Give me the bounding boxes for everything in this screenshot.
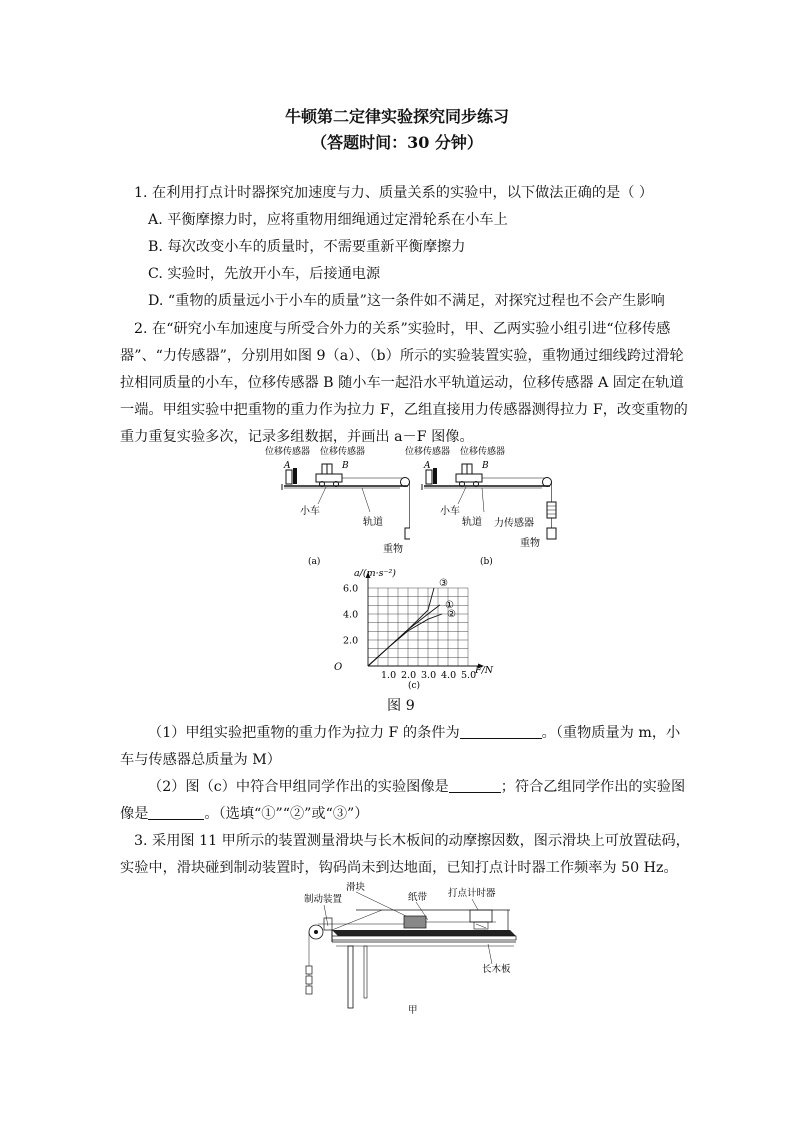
fig-b-force-sensor-label: 力传感器	[494, 518, 534, 529]
q2-sub1-text-after: 。（重物质量为 m，小	[541, 725, 681, 741]
fig-a-sensor-label-1: 位移传感器	[265, 447, 311, 457]
fig-b-caption: (b)	[480, 557, 493, 567]
x-tick-label: 5.0	[461, 670, 477, 681]
fig11-timer-label: 打点计时器	[448, 888, 496, 899]
fig-b-label-B: B	[482, 461, 489, 471]
y-tick-label: 4.0	[343, 609, 359, 621]
q1-option-a: A. 平衡摩擦力时，应将重物用细绳通过定滑轮系在小车上	[148, 212, 508, 228]
q2-sub2-text-before: （2）图（c）中符合甲组同学作出的实验图像是	[148, 779, 449, 795]
fig-b-weight-label: 重物	[520, 538, 540, 549]
q2-sub1-text-before: （1）甲组实验把重物的重力作为拉力 F 的条件为	[148, 725, 460, 741]
fig11-caption: 甲	[408, 1005, 418, 1016]
answer-blank-2[interactable]	[449, 778, 501, 793]
graph-ylabel: a/(m·s⁻²)	[354, 568, 397, 579]
fig-a-sensor-label-2: 位移传感器	[320, 447, 366, 457]
fig-a-label-B: B	[342, 461, 349, 471]
q1-option-d: D. “重物的质量远小于小车的质量”这一条件如不满足，对探究过程也不会产生影响	[148, 293, 665, 309]
figure-9b-apparatus	[400, 442, 570, 567]
q2-line-1: 2. 在“研究小车加速度与所受合外力的关系”实验时，甲、乙两实验小组引进“位移传感	[134, 321, 671, 337]
x-tick-label: 2.0	[401, 670, 417, 681]
y-tick-label: 6.0	[343, 583, 359, 595]
fig-b-sensor-label-1: 位移传感器	[405, 447, 451, 457]
figure-9-caption: 图 9	[387, 698, 415, 714]
fig-b-sensor-label-2: 位移传感器	[460, 447, 506, 457]
graph-caption: (c)	[408, 681, 421, 691]
q2-sub2-text-start: 像是	[120, 806, 149, 822]
page-subtitle: （答题时间：30 分钟）	[311, 133, 483, 152]
graph-xlabel: F/N	[475, 665, 494, 676]
figure-11-apparatus	[296, 880, 536, 1018]
series-label-3: ③	[439, 578, 448, 589]
q1-option-b: B. 每次改变小车的质量时，不需要重新平衡摩擦力	[148, 239, 466, 255]
x-tick-label: 4.0	[441, 670, 457, 681]
fig11-tape-label: 纸带	[408, 892, 428, 903]
q2-sub2-line-2	[120, 805, 369, 823]
fig-b-track-label: 轨道	[462, 517, 482, 528]
q1-stem: 1. 在利用打点计时器探究加速度与力、质量关系的实验中，以下做法正确的是（ ）	[134, 185, 654, 201]
q2-sub2-text-end: 。（选填“①”“②”或“③”）	[204, 806, 369, 822]
q3-line-1: 3. 采用图 11 甲所示的装置测量滑块与长木板间的动摩擦因数，图示滑块上可放置砝码，	[134, 833, 690, 849]
q1-option-c: C. 实验时，先放开小车，后接通电源	[148, 266, 381, 282]
series-label-1: ①	[445, 599, 454, 611]
fig-a-car-label: 小车	[300, 506, 320, 517]
graph-origin: O	[334, 662, 343, 673]
x-tick-label: 3.0	[421, 670, 437, 681]
fig-b-car-label: 小车	[440, 506, 460, 517]
fig-a-track-label: 轨道	[363, 517, 383, 528]
q2-line-3: 拉相同质量的小车，位移传感器 B 随小车一起沿水平轨道运动，位移传感器 A 固定在轨道	[120, 375, 684, 391]
figure-9a-apparatus	[260, 442, 410, 567]
q2-line-5: 重力重复实验多次，记录多组数据，并画出 a－F 图像。	[120, 429, 474, 445]
y-tick-label: 2.0	[343, 635, 359, 647]
q2-line-4: 一端。甲组实验中把重物的重力作为拉力 F，乙组直接用力传感器测得拉力 F，改变重物的	[120, 402, 688, 418]
fig-a-caption: (a)	[308, 557, 321, 567]
figure-9c-graph	[330, 564, 510, 692]
fig-a-label-A: A	[284, 461, 291, 471]
q2-sub2-text-mid: ；符合乙组同学作出的实验图	[500, 779, 686, 795]
graph-series	[368, 578, 456, 666]
q2-sub2-line-1	[148, 778, 685, 796]
page-title: 牛顿第二定律实验探究同步练习	[284, 107, 509, 126]
answer-blank-1[interactable]	[460, 724, 542, 739]
q3-line-2: 实验中，滑块碰到制动装置时，钩码尚未到达地面，已知打点计时器工作频率为 50 Hz。	[120, 860, 678, 876]
fig-b-label-A: A	[424, 461, 431, 471]
series-label-2: ②	[447, 609, 456, 620]
x-tick-label: 1.0	[381, 670, 397, 681]
fig11-slider-label: 滑块	[346, 882, 366, 893]
fig-a-weight-label: 重物	[383, 544, 403, 555]
fig11-board-label: 长木板	[482, 964, 511, 975]
q2-line-2: 器”、“力传感器”，分别用如图 9（a）、（b）所示的实验装置实验，重物通过细线跨过滑轮	[120, 348, 684, 364]
q2-sub1-line-1	[148, 724, 680, 742]
graph-axes	[366, 572, 485, 669]
answer-blank-3[interactable]	[148, 805, 204, 820]
q2-sub1-line-2: 车与传感器总质量为 M）	[120, 752, 281, 768]
fig11-brake-label: 制动装置	[304, 894, 343, 905]
